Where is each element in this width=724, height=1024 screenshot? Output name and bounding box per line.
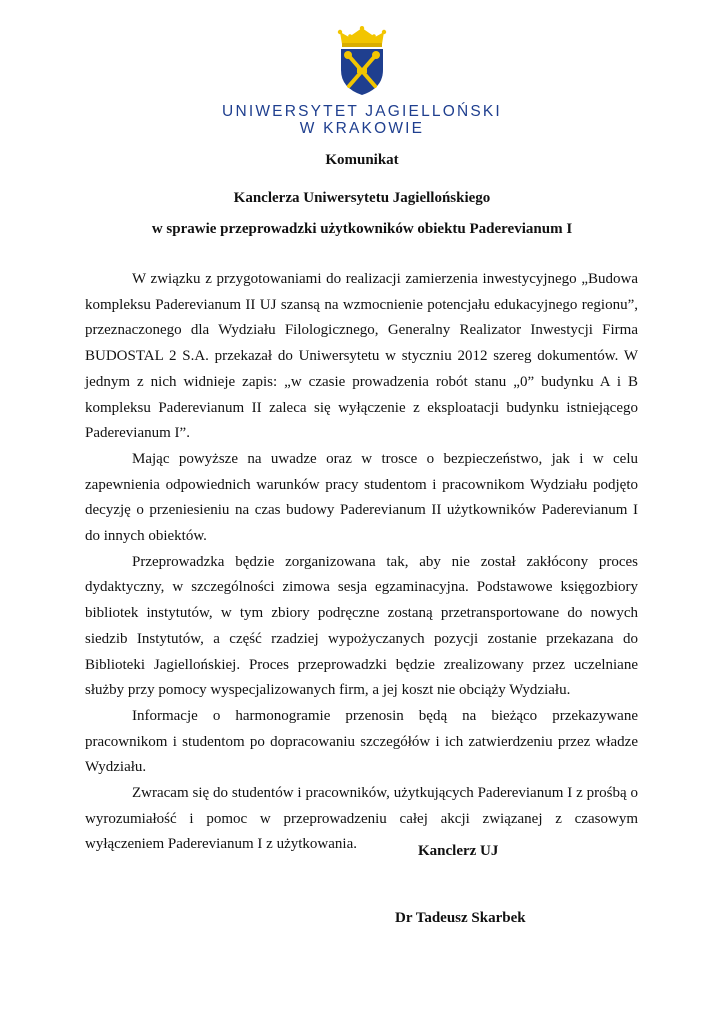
body-paragraph-2: Mając powyższe na uwadze oraz w trosce o bezpieczeństwo, jak i w celu zapewnienia odpowiednich warunków pracy studentom i pracownikom Wydziału podjęto decyzję o przeniesieniu na czas budowy Paderevianum II użytkowników Paderevianum I do innych obiektów.: [85, 450, 638, 545]
document-issuer: Kanclerza Uniwersytetu Jagiellońskiego: [233, 190, 491, 206]
jagiellonian-university-crest-icon: [336, 26, 388, 96]
signature-title: Kanclerz UJ: [418, 843, 499, 859]
body-paragraph-1: W związku z przygotowaniami do realizacji zamierzenia inwestycyjnego „Budowa kompleksu Paderevianum II UJ szansą na wzmocnienie potencjału edukacyjnego regionu”, przeznaczonego dla Wydziału Filologicznego, Generalny Realizator Inwestycji Firma BUDOSTAL 2 S.A. przekazał do Uniwersytetu w styczniu 2012 szereg dokumentów. W jednym z nich widnieje zapis: „w czasie prowadzenia robót stanu „0” budynku A i B kompleksu Paderevianum II zaleca się wyłączenie z eksploatacji budynku istniejącego Paderevianum I”.: [85, 271, 638, 442]
body-paragraph-5: Zwracam się do studentów i pracowników, użytkujących Paderevianum I z prośbą o wyrozumiałość i pomoc w przeprowadzeniu całej akcji związanej z czasowym wyłączeniem Paderevianum I z użytkowania.: [85, 785, 638, 853]
document-title: Komunikat: [325, 152, 399, 168]
signature-name: Dr Tadeusz Skarbek: [395, 910, 526, 926]
university-logo: [0, 26, 724, 96]
university-location: W KRAKOWIE: [299, 120, 425, 137]
document-body: [85, 267, 638, 858]
body-paragraph-4: Informacje o harmonogramie przenosin będą na bieżąco przekazywane pracownikom i studentom po dopracowaniu szczegółów i ich zatwierdzeniu przez władze Wydziału.: [85, 707, 638, 776]
university-name: UNIWERSYTET JAGIELLOŃSKI: [222, 103, 502, 120]
document-subject: w sprawie przeprowadzki użytkowników obiektu Paderevianum I: [151, 221, 573, 237]
body-paragraph-3: Przeprowadzka będzie zorganizowana tak, aby nie został zakłócony proces dydaktyczny, w szczególności zimowa sesja egzaminacyjna. Podstawowe księgozbiory bibliotek instytutów, w tym zbiory podręczne zostaną przetransportowane do nowych siedzib Instytutów, a część rzadziej wypożyczanych pozycji zostanie przekazana do Biblioteki Jagiellońskiej. Proces przeprowadzki będzie zrealizowany przez uczelniane służby przy pomocy wyspecjalizowanych firm, a jej koszt nie obciąży Wydziału.: [85, 553, 638, 699]
